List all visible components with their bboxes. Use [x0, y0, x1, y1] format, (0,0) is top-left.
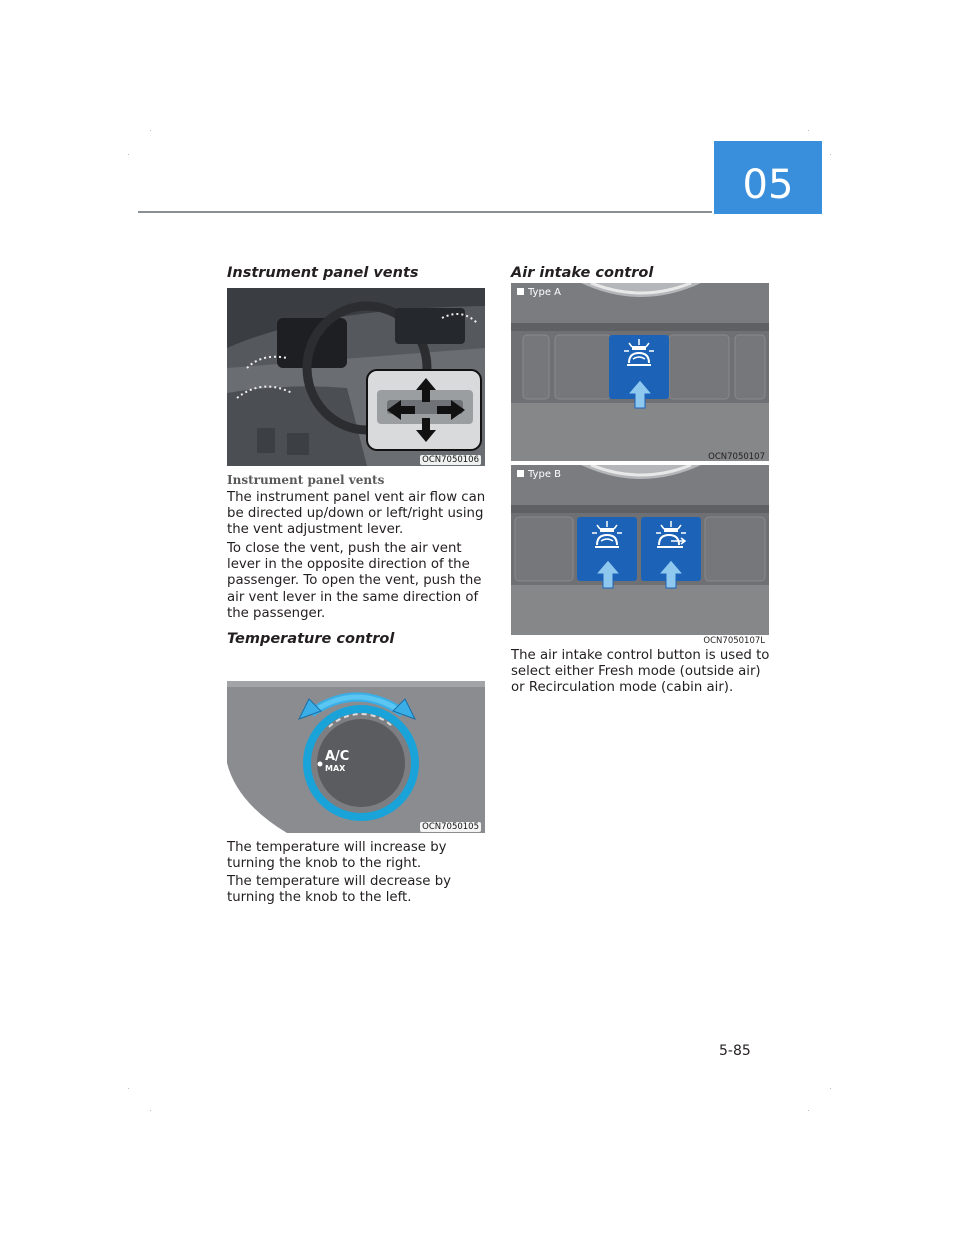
crop-mark	[128, 154, 129, 155]
up-arrow-icon	[595, 559, 621, 589]
up-arrow-icon	[658, 559, 684, 589]
rotation-arrow-icon	[297, 683, 417, 723]
up-down-left-right-arrows-icon	[385, 376, 467, 444]
air-intake-type-a-illustration	[511, 283, 769, 461]
up-arrow-icon	[627, 379, 653, 409]
crop-mark	[128, 1088, 129, 1089]
type-a-label: Type A	[517, 287, 561, 298]
temperature-paragraph-1: The temperature will increase by turning the knob to the right.	[227, 840, 447, 872]
recirculation-icon	[621, 337, 657, 369]
crop-mark	[150, 1110, 151, 1111]
crop-mark	[830, 1088, 831, 1089]
vents-caption: Instrument panel vents	[227, 473, 385, 487]
crop-mark	[830, 154, 831, 155]
crop-mark	[808, 130, 809, 131]
crop-mark	[150, 130, 151, 131]
fresh-air-icon	[653, 519, 689, 551]
type-a-image-code: OCN7050107	[708, 452, 765, 462]
temperature-image-code: OCN7050105	[422, 822, 479, 832]
chapter-tab: 05	[714, 141, 822, 214]
vents-image-code: OCN7050106	[422, 455, 479, 465]
vents-heading: Instrument panel vents	[227, 265, 419, 281]
temperature-heading: Temperature control	[227, 631, 395, 647]
vents-paragraph-1: The instrument panel vent air flow can be directed up/down or left/right using the vent adjustment lever.	[227, 490, 486, 538]
header-rule	[138, 211, 712, 213]
type-b-label: Type B	[517, 469, 561, 480]
crop-mark	[808, 1110, 809, 1111]
knob-ac-label: A/C	[325, 749, 350, 764]
knob-max-label: MAX	[325, 764, 346, 773]
air-intake-paragraph: The air intake control button is used to select either Fresh mode (outside air) or Recirculation mode (cabin air).	[511, 648, 770, 696]
type-b-image-code: OCN7050107L	[703, 636, 765, 646]
vents-illustration	[227, 288, 485, 466]
air-intake-heading: Air intake control	[511, 265, 654, 281]
recirculation-icon	[589, 519, 625, 551]
air-intake-type-b-illustration	[511, 465, 769, 635]
temperature-knob-illustration	[227, 653, 485, 833]
page-number: 5-85	[719, 1043, 751, 1059]
vents-paragraph-2: To close the vent, push the air vent lever in the opposite direction of the passenger. To open the vent, push the air vent lever in the same direction of the passenger.	[227, 541, 482, 621]
temperature-paragraph-2: The temperature will decrease by turning the knob to the left.	[227, 874, 452, 906]
